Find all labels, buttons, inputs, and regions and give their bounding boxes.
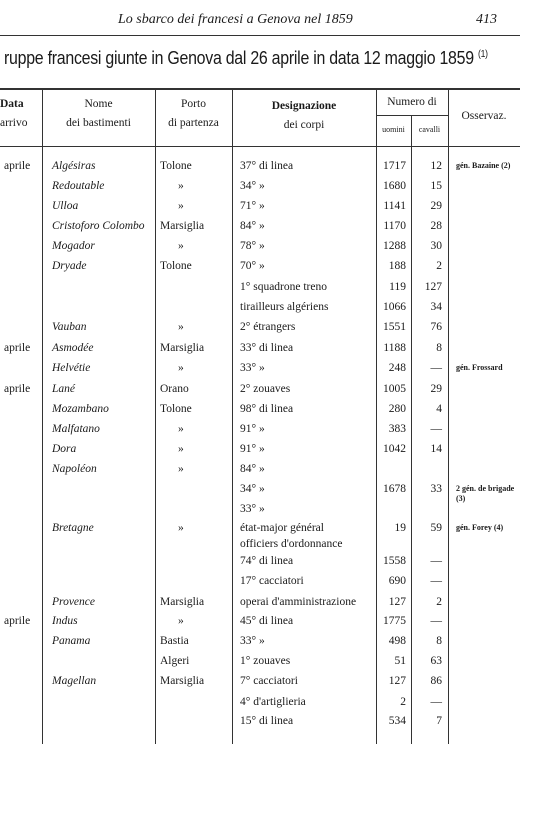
table-cell-corps: 33° » <box>240 362 265 374</box>
table-cell-date: aprile <box>4 383 31 395</box>
col-header-designazione: Designazione dei corpi <box>271 100 337 131</box>
table-cell-corps: état-major général <box>240 522 324 534</box>
table-cell-ship: Lané <box>52 383 75 395</box>
table-cell-men: 19 <box>394 522 406 534</box>
table-cell-port: Tolone <box>160 260 192 272</box>
table-cell-horses: 29 <box>430 200 442 212</box>
table-cell-horses: 127 <box>424 281 442 293</box>
table-cell-men: 383 <box>388 423 406 435</box>
table-cell-corps: 70° » <box>240 260 265 272</box>
table-cell-corps: officiers d'ordonnance <box>240 538 343 550</box>
table-cell-horses: — <box>430 555 442 567</box>
table-cell-horses: 63 <box>430 655 442 667</box>
col-divider-6 <box>448 89 449 744</box>
table-cell-corps: 34° » <box>240 483 265 495</box>
col-header-data: Data arrivo <box>0 98 28 129</box>
table-cell-men: 127 <box>388 596 406 608</box>
table-cell-ship: Napoléon <box>52 463 97 475</box>
table-cell-ship: Provence <box>52 596 95 608</box>
numero-sub-rule <box>377 115 448 116</box>
table-title <box>4 47 488 69</box>
table-cell-port: » <box>178 200 184 212</box>
table-cell-ship: Cristoforo Colombo <box>52 220 145 232</box>
table-cell-port: » <box>178 362 184 374</box>
table-cell-men: 1680 <box>383 180 406 192</box>
table-cell-ship: Mogador <box>52 240 95 252</box>
table-cell-corps: 33° » <box>240 635 265 647</box>
table-cell-port: Bastia <box>160 635 189 647</box>
col-header-uomini: uomini <box>382 125 405 134</box>
table-cell-date: aprile <box>4 615 31 627</box>
table-cell-horses: 30 <box>430 240 442 252</box>
table-cell-corps: 1° zouaves <box>240 655 291 667</box>
table-cell-horses: 2 <box>436 260 442 272</box>
table-cell-horses: 33 <box>430 483 442 495</box>
table-cell-corps: 45° di linea <box>240 615 294 627</box>
table-cell-corps: 2° zouaves <box>240 383 291 395</box>
table-cell-ship: Indus <box>52 615 78 627</box>
table-cell-ship: Dora <box>52 443 77 455</box>
table-cell-men: 127 <box>388 675 406 687</box>
table-cell-men: 1775 <box>383 615 406 627</box>
table-cell-horses: 7 <box>436 715 442 727</box>
table-cell-port: » <box>178 522 184 534</box>
table-cell-men: 1188 <box>383 342 406 354</box>
table-cell-horses: 8 <box>436 342 442 354</box>
table-cell-ship: Redoutable <box>52 180 105 192</box>
table-cell-ship: Asmodée <box>52 342 94 354</box>
table-cell-note: 2 gén. de brigade (3) <box>456 484 515 503</box>
table-top-rule <box>0 88 520 90</box>
col-header-porto: Porto di partenza <box>168 98 219 129</box>
table-cell-corps: 98° di linea <box>240 403 294 415</box>
table-cell-ship: Dryade <box>52 260 87 272</box>
table-cell-note: gén. Frossard <box>456 363 503 372</box>
table-cell-corps: tirailleurs algériens <box>240 301 329 313</box>
title-note-ref: (1) <box>477 48 488 60</box>
table-cell-men: 1558 <box>383 555 406 567</box>
table-cell-port: Marsiglia <box>160 675 205 687</box>
table-cell-corps: 33° » <box>240 503 265 515</box>
table-cell-horses: 14 <box>430 443 442 455</box>
table-cell-corps: operai d'amministrazione <box>240 596 357 608</box>
table-cell-port: » <box>178 443 184 455</box>
table-cell-horses: 34 <box>430 301 442 313</box>
table-cell-horses: — <box>430 362 442 374</box>
table-cell-ship: Panama <box>52 635 91 647</box>
table-cell-port: Orano <box>160 383 189 395</box>
table-cell-horses: 29 <box>430 383 442 395</box>
table-cell-corps: 71° » <box>240 200 265 212</box>
table-cell-corps: 34° » <box>240 180 265 192</box>
table-cell-corps: 33° di linea <box>240 342 294 354</box>
table-cell-ship: Vauban <box>52 321 87 333</box>
table-cell-men: 1042 <box>383 443 406 455</box>
table-cell-corps: 15° di linea <box>240 715 294 727</box>
table-cell-note: gén. Bazaine (2) <box>456 161 511 170</box>
table-cell-men: 1551 <box>383 321 406 333</box>
table-cell-ship: Algésiras <box>52 160 96 172</box>
table-cell-men: 1288 <box>383 240 406 252</box>
table-cell-men: 534 <box>388 715 406 727</box>
table-cell-horses: 8 <box>436 635 442 647</box>
table-cell-corps: 2° étrangers <box>240 321 296 333</box>
col-header-nome: Nome dei bastimenti <box>66 98 131 129</box>
table-cell-horses: — <box>430 696 442 708</box>
table-cell-horses: 28 <box>430 220 442 232</box>
table-cell-corps: 1° squadrone treno <box>240 281 327 293</box>
table-cell-corps: 84° » <box>240 220 265 232</box>
table-cell-corps: 4° d'artiglieria <box>240 696 306 708</box>
table-cell-men: 1170 <box>383 220 406 232</box>
table-header-rule <box>0 146 520 147</box>
table-cell-horses: 12 <box>430 160 442 172</box>
col-header-osservazioni: Osservaz. <box>461 110 507 122</box>
table-cell-horses: 15 <box>430 180 442 192</box>
table-title-text: ruppe francesi giunte in Genova dal 26 aprile in data 12 maggio 1859 <box>4 47 474 68</box>
table-cell-corps: 91° » <box>240 423 265 435</box>
table-cell-corps: 7° cacciatori <box>240 675 298 687</box>
table-cell-port: Algeri <box>160 655 190 667</box>
table-cell-horses: — <box>430 423 442 435</box>
table-cell-men: 119 <box>389 281 406 293</box>
running-header <box>0 12 550 32</box>
table-cell-men: 51 <box>394 655 406 667</box>
table-cell-corps: 37° di linea <box>240 160 294 172</box>
table-cell-men: 690 <box>388 575 406 587</box>
table-cell-men: 498 <box>388 635 406 647</box>
table-cell-port: Marsiglia <box>160 596 205 608</box>
table-cell-ship: Helvétie <box>52 362 91 374</box>
table-cell-port: Marsiglia <box>160 220 205 232</box>
table-cell-corps: 74° di linea <box>240 555 294 567</box>
table-cell-horses: 86 <box>430 675 442 687</box>
table-cell-port: » <box>178 321 184 333</box>
table-cell-port: » <box>178 463 184 475</box>
table-cell-horses: 2 <box>436 596 442 608</box>
col-header-cavalli: cavalli <box>418 125 441 134</box>
table-cell-port: » <box>178 615 184 627</box>
col-divider-2 <box>155 89 156 744</box>
table-cell-horses: 76 <box>430 321 442 333</box>
table-cell-date: aprile <box>4 342 31 354</box>
table-cell-port: » <box>178 240 184 252</box>
table-cell-men: 1141 <box>383 200 406 212</box>
table-cell-ship: Malfatano <box>52 423 100 435</box>
header-rule <box>0 35 520 36</box>
table-cell-horses: — <box>430 575 442 587</box>
table-cell-corps: 84° » <box>240 463 265 475</box>
table-cell-ship: Bretagne <box>52 522 94 534</box>
table-cell-corps: 17° cacciatori <box>240 575 304 587</box>
col-divider-1 <box>42 89 43 744</box>
table-cell-date: aprile <box>4 160 31 172</box>
table-cell-men: 188 <box>388 260 406 272</box>
page-number: 413 <box>476 12 497 27</box>
table-cell-port: » <box>178 180 184 192</box>
table-cell-men: 1678 <box>383 483 406 495</box>
table-cell-corps: 91° » <box>240 443 265 455</box>
table-cell-port: Tolone <box>160 403 192 415</box>
table-cell-horses: 4 <box>436 403 442 415</box>
table-cell-men: 1005 <box>383 383 406 395</box>
table-cell-men: 1717 <box>383 160 406 172</box>
table-cell-men: 1066 <box>383 301 406 313</box>
col-header-numero: Numero di <box>387 96 437 108</box>
table-cell-men: 248 <box>388 362 406 374</box>
table-cell-men: 2 <box>400 696 406 708</box>
table-cell-horses: — <box>430 615 442 627</box>
table-cell-ship: Mozambano <box>52 403 109 415</box>
table-cell-ship: Ulloa <box>52 200 79 212</box>
running-title: Lo sbarco dei francesi a Genova nel 1859 <box>118 12 353 27</box>
table-cell-corps: 78° » <box>240 240 265 252</box>
table-cell-ship: Magellan <box>52 675 97 687</box>
table-cell-men: 280 <box>388 403 406 415</box>
table-cell-horses: 59 <box>430 522 442 534</box>
table-cell-port: Tolone <box>160 160 192 172</box>
table-cell-port: » <box>178 423 184 435</box>
table-cell-note: gén. Forey (4) <box>456 523 504 532</box>
table-cell-port: Marsiglia <box>160 342 205 354</box>
